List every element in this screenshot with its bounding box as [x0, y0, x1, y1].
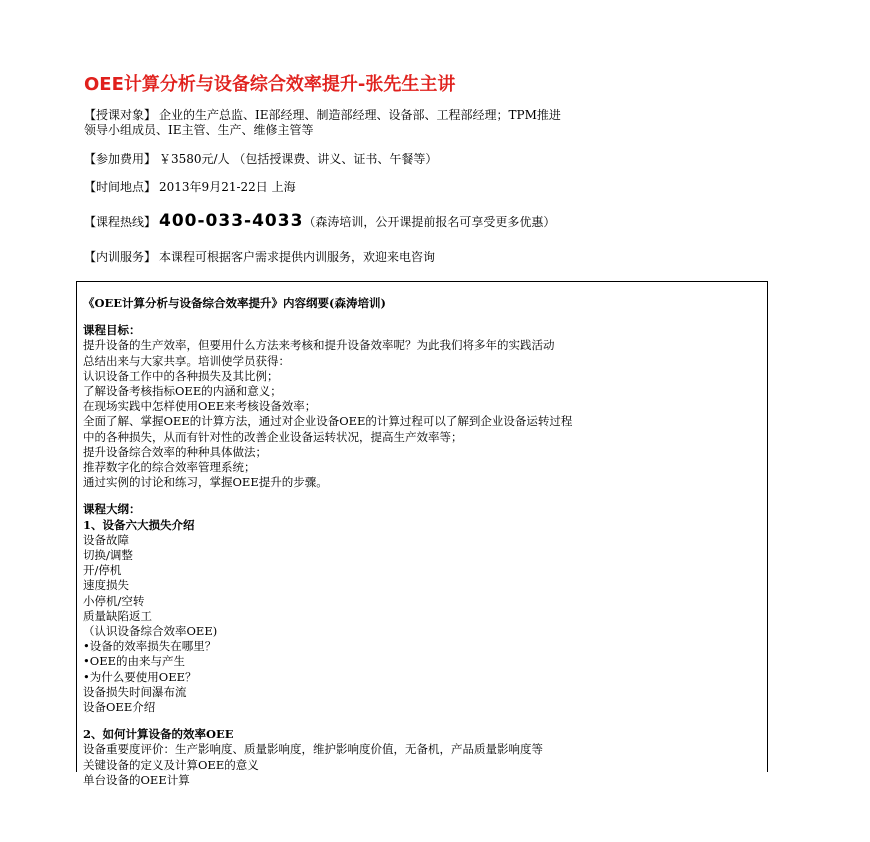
audience-row: [84, 108, 561, 138]
hotline-label: 【课程热线】: [84, 215, 157, 229]
section1-line: •OEE的由来与产生: [83, 654, 185, 669]
goal-line: 通过实例的讨论和练习，掌握OEE提升的步骤。: [83, 475, 328, 490]
goal-line: 认识设备工作中的各种损失及其比例；: [83, 368, 279, 383]
section1-line: （认识设备综合效率OEE): [83, 624, 218, 639]
section1-line: 速度损失: [83, 578, 129, 593]
section1-line: •为什么要使用OEE？: [83, 669, 197, 684]
audience-label: 【授课对象】: [84, 108, 157, 122]
outline-heading: 《OEE计算分析与设备综合效率提升》内容纲要(森涛培训): [83, 296, 386, 310]
time-label: 【时间地点】: [84, 180, 157, 194]
goal-line: 在现场实践中怎样使用OEE来考核设备效率；: [83, 399, 317, 414]
goal-line: 提升设备的生产效率，但要用什么方法来考核和提升设备效率呢？为此我们将多年的实践活动: [83, 338, 555, 353]
section1-title: 1、设备六大损失介绍: [83, 517, 195, 532]
fee-label: 【参加费用】: [84, 152, 157, 166]
hotline-note: （森涛培训，公开课提前报名可享受更多优惠）: [303, 215, 556, 229]
time-row: [84, 180, 296, 195]
audience-value-line1: 企业的生产总监、IE部经理、制造部经理、设备部、工程部经理；TPM推进: [159, 108, 561, 122]
section1-line: 切换/调整: [83, 548, 133, 563]
hotline-row: [84, 210, 555, 233]
section2-line: 设备重要度评价：生产影响度、质量影响度，维护影响度价值，无备机，产品质量影响度等: [83, 742, 543, 757]
section1-lines: [83, 533, 763, 715]
section1-line: 开/停机: [83, 563, 122, 578]
outline-box: [76, 281, 768, 787]
syllabus-title: 课程大纲：: [83, 502, 141, 517]
goal-title: 课程目标：: [83, 323, 141, 338]
section1-line: 设备故障: [83, 532, 129, 547]
audience-value-line2: 领导小组成员、IE主管、生产、维修主管等: [84, 123, 314, 137]
goal-line: 提升设备综合效率的种种具体做法；: [83, 444, 267, 459]
section1-line: 设备OEE介绍: [83, 700, 156, 715]
section2-line: 单台设备的OEE计算: [83, 772, 190, 787]
section1-line: 质量缺陷返工: [83, 608, 152, 623]
section2-line: 关键设备的定义及计算OEE的意义: [83, 757, 259, 772]
goal-line: 推荐数字化的综合效率管理系统；: [83, 460, 256, 475]
inhouse-label: 【内训服务】: [84, 250, 157, 264]
fee-value: ￥3580元/人 （包括授课费、讲义、证书、午餐等）: [159, 152, 438, 166]
goal-line: 全面了解、掌握OEE的计算方法，通过对企业设备OEE的计算过程可以了解到企业设备运转过程: [83, 414, 573, 429]
goal-line: 了解设备考核指标OEE的内涵和意义；: [83, 384, 282, 399]
section1-line: 设备损失时间瀑布流: [83, 684, 187, 699]
inhouse-row: [84, 250, 435, 265]
section2-lines: [83, 742, 763, 788]
goal-lines: [83, 338, 763, 490]
time-value: 2013年9月21-22日 上海: [159, 180, 296, 194]
hotline-number: 400-033-4033: [159, 211, 304, 231]
section2-title: 2、如何计算设备的效率OEE: [83, 727, 234, 742]
section1-line: 小停机/空转: [83, 593, 145, 608]
outline-content: [83, 296, 763, 788]
goal-line: 中的各种损失，从而有针对性的改善企业设备运转状况，提高生产效率等；: [83, 429, 463, 444]
page-title: OEE计算分析与设备综合效率提升-张先生主讲: [84, 74, 456, 95]
fee-row: [84, 152, 437, 167]
inhouse-value: 本课程可根据客户需求提供内训服务，欢迎来电咨询: [159, 250, 436, 264]
section1-line: •设备的效率损失在哪里？: [83, 639, 217, 654]
goal-line: 总结出来与大家共享。培训使学员获得：: [83, 353, 290, 368]
